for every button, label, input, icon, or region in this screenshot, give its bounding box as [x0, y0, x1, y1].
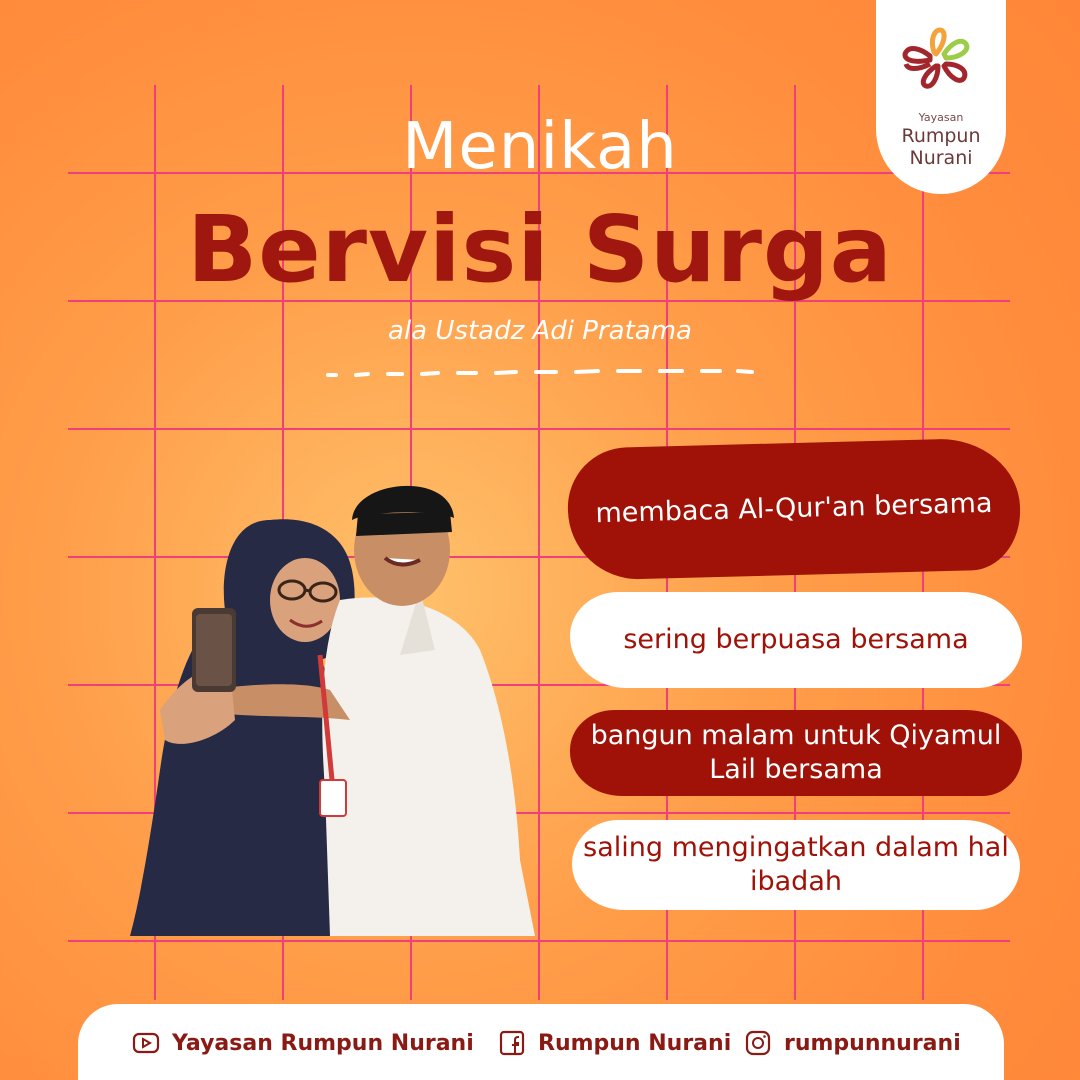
instagram-link[interactable]	[744, 1026, 961, 1060]
tip-qiyamul-lail: bangun malam untuk Qiyamul Lail bersama	[570, 710, 1022, 796]
dashed-divider	[322, 366, 758, 380]
youtube-label: Yayasan Rumpun Nurani	[172, 1030, 474, 1056]
instagram-label: rumpunnurani	[784, 1030, 961, 1056]
title-menikah: Menikah	[402, 110, 678, 184]
subtitle-author: ala Ustadz Adi Pratama	[388, 316, 692, 346]
logo-text-nurani: Nurani	[909, 147, 973, 169]
title-bervisi-surga: Bervisi Surga	[187, 196, 893, 303]
facebook-link[interactable]	[498, 1026, 731, 1060]
instagram-icon	[744, 1029, 772, 1057]
logo-text-yayasan: Yayasan	[918, 111, 964, 124]
facebook-icon	[498, 1029, 526, 1057]
youtube-link[interactable]	[132, 1026, 474, 1060]
youtube-icon	[132, 1029, 160, 1057]
tip-fast-together: sering berpuasa bersama	[570, 592, 1022, 688]
facebook-label: Rumpun Nurani	[538, 1030, 732, 1056]
tip-read-quran: membaca Al-Qur'an bersama	[566, 437, 1021, 581]
tip-remind-worship: saling mengingatkan dalam hal ibadah	[572, 820, 1020, 910]
couple-selfie-illustration	[120, 440, 550, 940]
flower-logo-icon	[900, 26, 984, 92]
logo-text-rumpun: Rumpun	[901, 125, 981, 147]
